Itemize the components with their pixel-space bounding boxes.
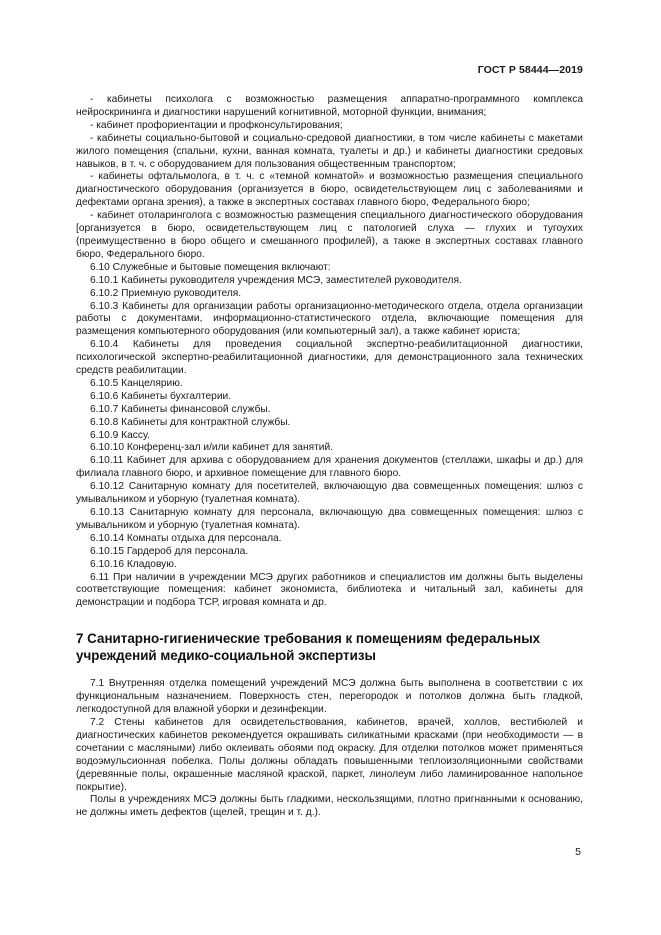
paragraph: 6.10.8 Кабинеты для контрактной службы.: [90, 416, 291, 428]
paragraph: 6.10.12 Санитарную комнату для посетителей, включающую два совмещенных помещения: шлюз с умывальником и уборную (туалетная комната).: [76, 481, 583, 506]
clause-list-7: [76, 678, 583, 820]
paragraph: 6.10.14 Комнаты отдыха для персонала.: [90, 532, 282, 544]
standard-header: ГОСТ Р 58444—2019: [477, 64, 583, 76]
section-title: 7 Санитарно-гигиенические требования к помещениям федеральных учреждений медико-социальной экспертизы: [76, 631, 541, 663]
paragraph: 7.1 Внутренняя отделка помещений учреждений МСЭ должна быть выполнена в соответствии с их функциональным назначением. Поверхность стен, перегородок и потолков должна быть гладкой, легкодоступной для влажной уборки и дезинфекции.: [76, 678, 583, 716]
paragraph: 6.10.5 Канцелярию.: [90, 377, 183, 389]
paragraph: 6.10.11 Кабинет для архива с оборудованием для хранения документов (стеллажи, шкафы и др.) для филиала главного бюро, и архивное помещение для главного бюро.: [76, 455, 583, 480]
paragraph: 6.11 При наличии в учреждении МСЭ других работников и специалистов им должны быть выделены соответствующие помещения: кабинет экономиста, библиотека и читальный зал, кабинеты для демонстрации и подбора ТСР, игровая комната и др.: [76, 571, 583, 609]
paragraph: 6.10.15 Гардероб для персонала.: [90, 545, 249, 557]
paragraph: - кабинет профориентации и профконсультирования;: [90, 119, 343, 131]
paragraph: 6.10.4 Кабинеты для проведения социальной экспертно-реабилитационной диагностики, психологической экспертно-реабилитационной диагностики, для демонстрационного зала технических средств реабилитации.: [76, 339, 583, 377]
paragraph: 6.10.2 Приемную руководителя.: [90, 287, 242, 299]
paragraph: - кабинеты психолога с возможностью размещения аппаратно-программного комплекса нейроскрининга и диагностики нарушений когнитивной, моторной функции, внимания;: [76, 94, 583, 118]
paragraph: 6.10.6 Кабинеты бухгалтерии.: [90, 390, 232, 402]
paragraph: 7.2 Стены кабинетов для освидетельствования, кабинетов, врачей, холлов, вестибюлей и диагностических кабинетов рекомендуется окрашивать силикатными красками (при необходимости — в сочетании с масляными) либо оклеивать обоями под окраску. Для отделки потолков может применяться водоэмульсионная побелка. Полы должны обладать повышенными теплоизоляционными свойствами (деревянные полы, окрашенные масляной краской, паркет, линолеум либо ламинированное напольное покрытие).: [76, 716, 583, 793]
paragraph: - кабинеты социально-бытовой и социально-средовой диагностики, в том числе кабинеты с макетами жилого помещения (спальни, кухни, ванная комната, туалеты и др.) и кабинеты диагностики средовых навыков, в т. ч. с оборудованием для пользования общественным транспортом;: [76, 132, 583, 170]
paragraph: 6.10.13 Санитарную комнату для персонала, включающую два совмещенных помещения: шлюз с умывальником и уборную (туалетная комната).: [76, 507, 583, 531]
paragraph: 6.10.10 Конференц-зал и/или кабинет для занятий.: [90, 442, 333, 454]
clause-list-6: [76, 94, 583, 610]
paragraph: - кабинеты офтальмолога, в т. ч. с «темной комнатой» и возможностью размещения специального диагностического оборудования (организуется в бюро, освидетельствующем лиц с заболеваниями и дефектами органа зрения), а также в экспертных составах главного бюро, Федерального бюро;: [76, 171, 583, 209]
paragraph: 6.10.9 Кассу.: [90, 429, 150, 441]
paragraph: - кабинет отоларинголога с возможностью размещения специального диагностического оборудования [организуется в бюро, освидетельствующем лиц с патологией слуха — глухих и тугоухих (преимущественно в бюро общего и смешанного профилей), а также в экспертных составах главного бюро, Федерального бюро.: [76, 210, 583, 260]
paragraph: 6.10.3 Кабинеты для организации работы организационно-методического отдела, отдела организации работы с документами, информационно-статистического отдела, включающие помещения для размещения компьютерного оборудования (или компьютерный зал), а также кабинет юриста;: [76, 300, 583, 338]
document-body: [76, 94, 583, 820]
paragraph: 6.10 Служебные и бытовые помещения включают:: [90, 261, 331, 273]
paragraph: 6.10.16 Кладовую.: [90, 558, 177, 570]
paragraph: 6.10.1 Кабинеты руководителя учреждения МСЭ, заместителей руководителя.: [90, 274, 462, 286]
paragraph: 6.10.7 Кабинеты финансовой службы.: [90, 403, 271, 415]
paragraph: Полы в учреждениях МСЭ должны быть гладкими, нескользящими, плотно пригнанными к основанию, не должны иметь дефектов (щелей, трещин и т. д.).: [76, 794, 583, 819]
page-number: 5: [575, 846, 581, 858]
